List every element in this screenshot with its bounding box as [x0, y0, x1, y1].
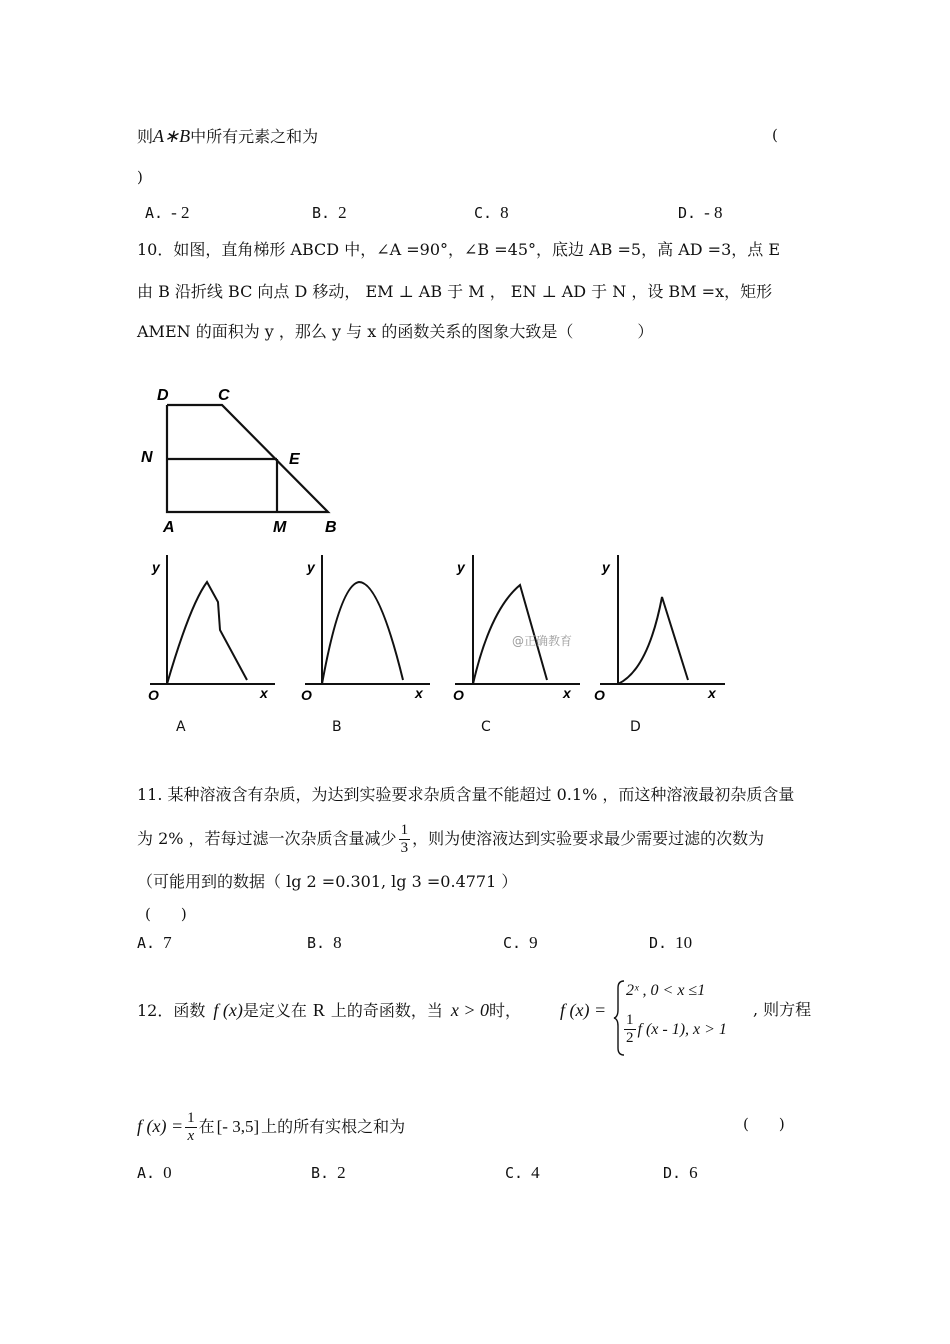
q9-suffix: 中所有元素之和为 [190, 127, 319, 146]
q12-option-c: C. 4 [505, 1163, 540, 1182]
graph-option-a [140, 550, 280, 710]
q11-option-a: A. 7 [137, 933, 172, 952]
graph-d-origin: O [594, 687, 605, 703]
q11-option-d: D. 10 [649, 933, 693, 952]
q9-option-d: D. - 8 [678, 203, 723, 222]
q10-line1: 10．如图，直角梯形 ABCD 中，∠A =90°，∠B =45°，底边 AB =5，高 AD =3，点 E [137, 240, 781, 259]
graph-a-x-label: x [260, 685, 268, 701]
graph-option-c [445, 550, 585, 710]
q12-line2-fraction: $\frac{1}{x}$ [187, 1110, 195, 1144]
q12-paren: ( ) [743, 1115, 785, 1133]
fig-label-m: M [273, 519, 287, 536]
fig-label-b: B [325, 519, 337, 536]
fig-label-e: E [289, 451, 300, 468]
trapezoid-figure [135, 378, 355, 538]
q11-line2 [137, 822, 764, 857]
graph-option-d [590, 550, 730, 710]
watermark: @正确教育 [512, 634, 573, 648]
q12-option-a: A. 0 [137, 1163, 172, 1182]
fig-label-a: A [163, 519, 175, 536]
graph-d-y-label: y [602, 559, 610, 575]
graph-d-caption: D [630, 719, 641, 735]
graph-option-b [295, 550, 435, 710]
fig-label-n: N [141, 449, 153, 466]
q11-option-c: C. 9 [503, 933, 538, 952]
q12-piece2: $\frac{1}{2}$ f (x - 1), x > 1 [626, 1012, 727, 1046]
graph-a-caption: A [176, 719, 186, 735]
q12-piece2-fraction: $\frac{1}{2}$ [626, 1012, 634, 1046]
q12-line2: f (x) = $\frac{1}{x}$ 在 [- 3,5] 上的所有实根之和为 [137, 1110, 406, 1144]
q12-option-d: D. 6 [663, 1163, 698, 1182]
q11-paren: ( ) [145, 905, 187, 923]
q9-option-a: A. - 2 [145, 203, 190, 222]
graph-b-caption: B [332, 719, 342, 735]
graph-c-caption: C [481, 719, 491, 735]
q12-interval: [- 3,5] [216, 1117, 260, 1136]
graph-d-x-label: x [708, 685, 716, 701]
q12-R: R [312, 1000, 325, 1020]
q9-prefix: 则 [137, 127, 154, 146]
q11-line1: 11. 某种溶液含有杂质，为达到实验要求杂质含量不能超过 0.1% ，而这种溶液最初杂质含量 [137, 785, 795, 804]
graph-a-y-label: y [152, 559, 160, 575]
q12-fx: f (x) [213, 1000, 243, 1020]
graph-b-x-label: x [415, 685, 423, 701]
q11-option-b: B. 8 [307, 933, 342, 952]
q9-paren-close: ) [137, 168, 143, 186]
graph-b-origin: O [301, 687, 312, 703]
q9-expr: A∗B [153, 126, 191, 146]
q9-paren-open: ( [772, 126, 778, 144]
graph-c-origin: O [453, 687, 464, 703]
graph-c-y-label: y [457, 559, 465, 575]
fig-label-c: C [218, 387, 230, 404]
fig-label-d: D [157, 387, 169, 404]
q10-line3: AMEN 的面积为 y ，那么 y 与 x 的函数关系的图象大致是（ ） [137, 322, 654, 341]
q11-line2-b: ，则为使溶液达到实验要求最少需要过滤的次数为 [412, 829, 765, 848]
q12-cond: x > 0 [450, 1000, 490, 1020]
q10-line2: 由 B 沿折线 BC 向点 D 移动， EM ⊥ AB 于 M ， EN ⊥ AD 于 N ，设 BM =x，矩形 [137, 282, 773, 301]
q12-option-b: B. 2 [311, 1163, 346, 1182]
q9-stem [137, 126, 318, 147]
q11-line2-a: 为 2% ，若每过滤一次杂质含量减少 [137, 829, 397, 848]
q12-piece-lhs: f (x) = [560, 1000, 607, 1020]
graph-b-y-label: y [307, 559, 315, 575]
graph-c-x-label: x [563, 685, 571, 701]
q11-fraction: $\frac{1}{3}$ [400, 822, 409, 856]
q12-line1: 12．函数 f (x)是定义在 R 上的奇函数，当 x > 0时， [137, 1000, 522, 1020]
graph-a-origin: O [148, 687, 159, 703]
q9-option-b: B. 2 [312, 203, 347, 222]
q9-option-c: C. 8 [474, 203, 509, 222]
q12-piece1: 2ˣ , 0 < x ≤1 [626, 982, 706, 999]
q11-line3: （可能用到的数据（ lg 2 =0.301, lg 3 =0.4771 ） [137, 872, 518, 891]
q12-line1-tail: , 则方程 [753, 1000, 812, 1019]
